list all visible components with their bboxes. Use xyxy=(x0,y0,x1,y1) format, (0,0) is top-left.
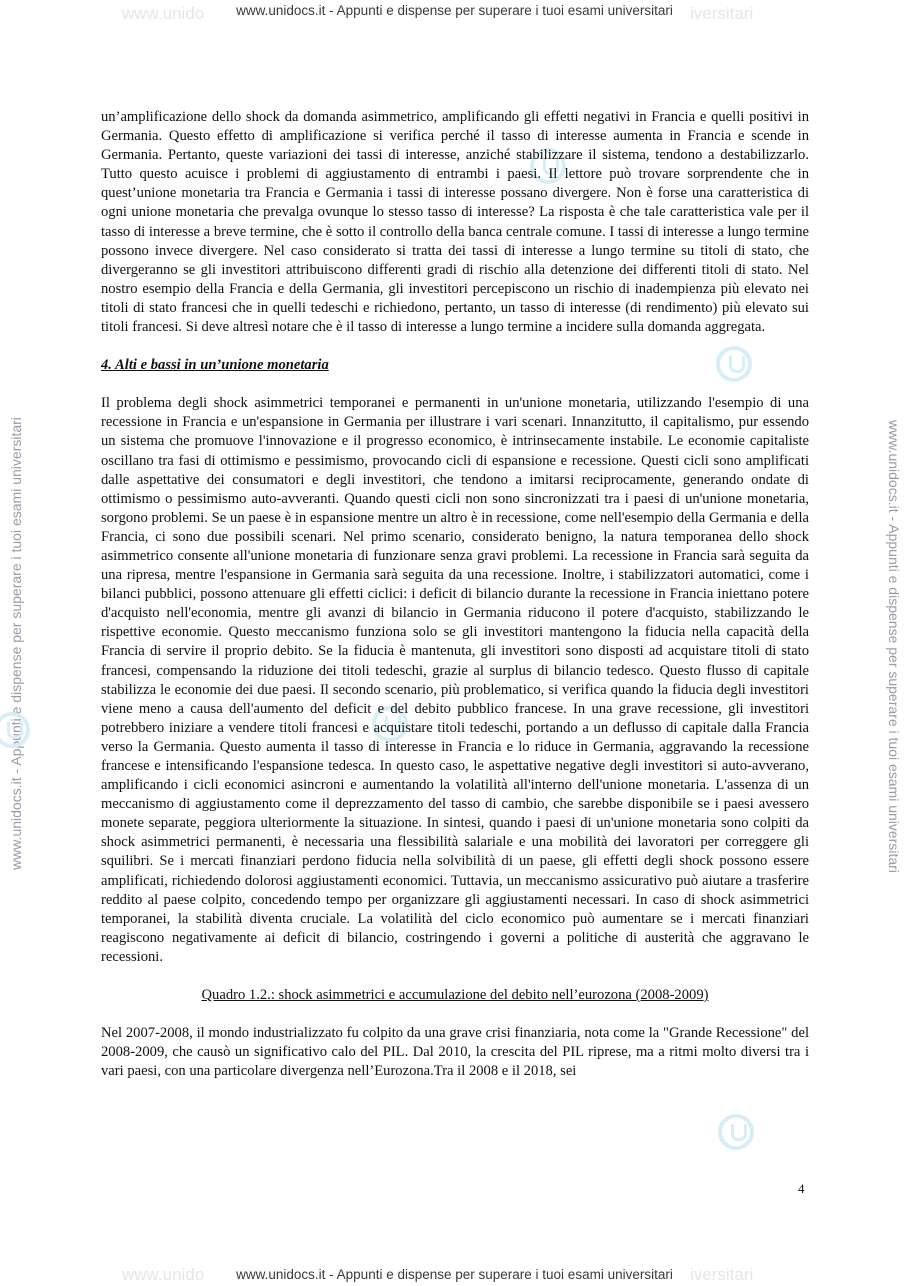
ghost-watermark-bottom-left: www.unido xyxy=(122,1265,205,1284)
unidocs-logo-icon xyxy=(718,1114,754,1150)
unidocs-logo-icon xyxy=(0,712,30,748)
ghost-watermark-top-right: iversitari xyxy=(690,4,754,23)
section-heading: 4. Alti e bassi in un’unione monetaria xyxy=(101,357,329,374)
box-title: Quadro 1.2.: shock asimmetrici e accumulazione del debito nell’eurozona (2008-2009) xyxy=(201,987,709,1004)
document-body xyxy=(101,108,809,1081)
paragraph-box: Nel 2007-2008, il mondo industrializzato fu colpito da una grave crisi finanziaria, nota come la "Grande Recessione" del 2008-2009, che causò un significativo calo del PIL. Dal 2010, la crescita del PIL riprese, ma a ritmi molto diversi tra i vari paesi, con una particolare divergenza nell’Eurozona.Tra il 2008 e il 2018, sei xyxy=(101,1025,809,1080)
ghost-watermark-top-left: www.unido xyxy=(122,4,205,23)
ghost-watermark-bottom-right: iversitari xyxy=(690,1265,754,1284)
paragraph-intro: un’amplificazione dello shock da domanda asimmetrico, amplificando gli effetti negativi in Francia e quelli positivi in Germania. Questo effetto di amplificazione si verifica perché il tasso di interesse aumenta in Francia e scende in Germania. Pertanto, queste variazioni dei tassi di interesse, anziché stabilizzare il sistema, tendono a destabilizzarlo. Tutto questo acuisce i problemi di aggiustamento di entrambi i paesi. Il lettore può trovare sorprendente che in quest’unione monetaria tra Francia e Germania i tassi di interesse possano divergere. Non è forse una caratteristica di ogni unione monetaria che prevalga ovunque lo stesso tasso di interesse? La risposta è che tale caratteristica vale per il tasso di interesse a breve termine, che è sotto il controllo della banca centrale comune. I tassi di interesse a lungo termine possono invece divergere. Nel caso considerato si tratta dei tassi di interesse a lungo termine su titoli di stato, che divergeranno se gli investitori attribuiscono differenti gradi di rischio alla detenzione dei differenti titoli di stato. Nel nostro esempio della Francia e della Germania, gli investitori percepiscono un rischio di inadempienza più elevato nei titoli di stato francesi che in quelli tedeschi e richiedono, pertanto, un tasso di interesse (di rendimento) più elevato sui titoli francesi. Si deve altresì notare che è il tasso di interesse a lungo termine a incidere sulla domanda aggregata. xyxy=(101,109,809,336)
watermark-footer: www.unidocs.it - Appunti e dispense per superare i tuoi esami universitari xyxy=(236,1267,673,1282)
watermark-right-side: www.unidocs.it - Appunti e dispense per superare i tuoi esami universitari xyxy=(886,420,902,873)
page-number: 4 xyxy=(798,1181,805,1196)
watermark-header: www.unidocs.it - Appunti e dispense per superare i tuoi esami universitari xyxy=(236,3,673,18)
watermark-left-side: www.unidocs.it - Appunti e dispense per superare i tuoi esami universitari xyxy=(8,417,24,870)
paragraph-main: Il problema degli shock asimmetrici temporanei e permanenti in un'unione monetaria, utilizzando l'esempio di una recessione in Francia e un'espansione in Germania per illustrare i vari scenari. Innanzitutto, il capitalismo, pur essendo un sistema che promuove l'innovazione e il progresso economico, è intrinsecamente instabile. Le economie capitaliste oscillano tra fasi di ottimismo e pessimismo, provocando cicli di espansione e recessione. Questi cicli sono amplificati dalle aspettative dei consumatori e degli investitori, che tendono a imitarsi reciprocamente, generando ondate di ottimismo o pessimismo auto-avveranti. Quando questi cicli non sono sincronizzati tra i paesi di un'unione monetaria, sorgono problemi. Se un paese è in espansione mentre un altro è in recessione, come nell'esempio della Germania e della Francia, ci sono due possibili scenari. Nel primo scenario, considerato benigno, la natura temporanea dello shock asimmetrico consente all'unione monetaria di funzionare senza gravi problemi. La recessione in Francia sarà seguita da una ripresa, mentre l'espansione in Germania sarà seguita da una recessione. Inoltre, i stabilizzatori automatici, come i bilanci pubblici, possono attenuare gli effetti ciclici: i deficit di bilancio durante la recessione in Francia iniettano potere d'acquisto nell'economia, mentre gli avanzi di bilancio in Germania riducono il potere d'acquisto, stabilizzando le rispettive economie. Questo meccanismo funziona solo se gli investitori mantengono la fiducia nella capacità della Francia di servire il proprio debito. Se la fiducia è mantenuta, gli investitori sono disposti ad acquistare titoli di stato francesi, compensando la riduzione dei titoli tedeschi, grazie al surplus di bilancio tedesco. Questo flusso di capitale stabilizza le economie dei due paesi. Il secondo scenario, più problematico, si verifica quando la fiducia degli investitori viene meno a causa dell'aumento del deficit e del debito pubblico francese. In una grave recessione, gli investitori potrebbero iniziare a vendere titoli francesi e acquistare titoli tedeschi, portando a un deflusso di capitale dalla Francia verso la Germania. Questo aumenta il tasso di interesse in Francia e lo riduce in Germania, aggravando la recessione francese e intensificando l'espansione tedesca. In questo caso, le aspettative negative degli investitori si auto-avverano, amplificando i cicli economici asincroni e aumentando la volatilità all'interno dell'unione monetaria. L'assenza di un meccanismo di aggiustamento come il deprezzamento del tasso di cambio, che sarebbe disponibile se i paesi avessero monete separate, peggiora ulteriormente la situazione. In sintesi, quando i paesi di un'unione monetaria sono colpiti da shock asimmetrici permanenti, è necessaria una flessibilità salariale e una mobilità dei lavoratori per correggere gli squilibri. Se i mercati finanziari perdono fiducia nella solvibilità di un paese, gli effetti degli shock possono essere amplificati, richiedendo dolorosi aggiustamenti economici. Tuttavia, un meccanismo assicurativo può aiutare a trasferire reddito al paese colpito, concedendo tempo per organizzare gli aggiustamenti necessari. In caso di shock asimmetrici temporanei, la stabilità diventa cruciale. La volatilità del ciclo economico può aumentare se i mercati finanziari reagiscono negativamente ai deficit di bilancio, costringendo i governi a politiche di austerità che aggravano le recessioni. xyxy=(101,395,809,965)
